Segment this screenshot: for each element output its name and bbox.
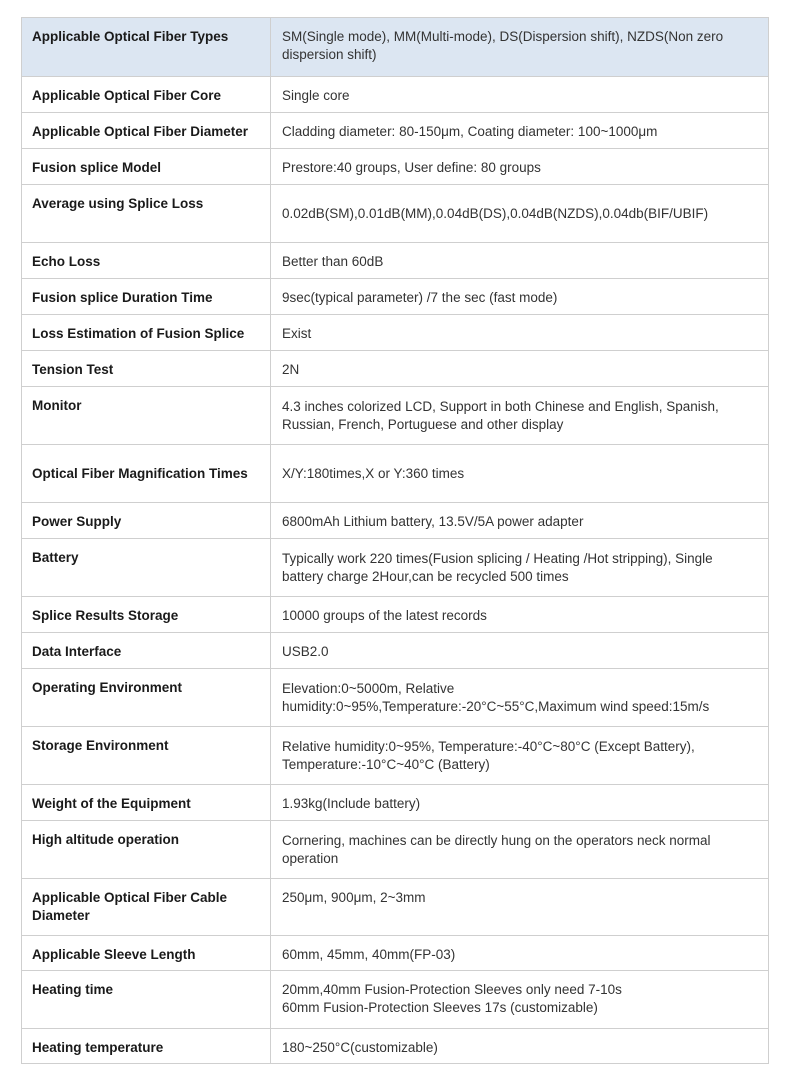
spec-row-fiber-core: [22, 77, 769, 113]
spec-row-duration-time: [22, 279, 769, 315]
spec-value: USB2.0: [271, 633, 769, 669]
spec-value: 60mm, 45mm, 40mm(FP-03): [271, 936, 769, 971]
spec-label: Applicable Sleeve Length: [22, 936, 271, 971]
spec-row-fiber-types: [22, 18, 769, 77]
spec-label: Battery: [22, 539, 271, 597]
spec-table: [21, 17, 769, 1064]
spec-row-heating-temperature: [22, 1029, 769, 1064]
spec-value: X/Y:180times,X or Y:360 times: [271, 445, 769, 503]
spec-value: Relative humidity:0~95%, Temperature:-40°C~80°C (Except Battery), Temperature:-10°C~40°C (Battery): [271, 727, 769, 785]
spec-row-heating-time: [22, 971, 769, 1029]
spec-label: Weight of the Equipment: [22, 785, 271, 821]
spec-value: Typically work 220 times(Fusion splicing / Heating /Hot stripping), Single battery charge 2Hour,can be recycled 500 times: [271, 539, 769, 597]
spec-value: Single core: [271, 77, 769, 113]
spec-label: Applicable Optical Fiber Types: [22, 18, 271, 77]
spec-label: Loss Estimation of Fusion Splice: [22, 315, 271, 351]
spec-label: Applicable Optical Fiber Diameter: [22, 113, 271, 149]
spec-value: 9sec(typical parameter) /7 the sec (fast mode): [271, 279, 769, 315]
spec-label: Optical Fiber Magnification Times: [22, 445, 271, 503]
spec-label: High altitude operation: [22, 821, 271, 879]
spec-value: Cornering, machines can be directly hung on the operators neck normal operation: [271, 821, 769, 879]
spec-label: Heating temperature: [22, 1029, 271, 1064]
spec-row-splice-model: [22, 149, 769, 185]
spec-value: 10000 groups of the latest records: [271, 597, 769, 633]
spec-value: Elevation:0~5000m, Relative humidity:0~95%,Temperature:-20°C~55°C,Maximum wind speed:15m/s: [271, 669, 769, 727]
spec-value: 2N: [271, 351, 769, 387]
spec-row-echo-loss: [22, 243, 769, 279]
spec-row-operating-environment: [22, 669, 769, 727]
spec-label: Tension Test: [22, 351, 271, 387]
spec-value: 250μm, 900μm, 2~3mm: [271, 879, 769, 936]
spec-row-tension-test: [22, 351, 769, 387]
spec-row-battery: [22, 539, 769, 597]
spec-row-power-supply: [22, 503, 769, 539]
spec-label: Splice Results Storage: [22, 597, 271, 633]
spec-value: Cladding diameter: 80-150μm, Coating diameter: 100~1000μm: [271, 113, 769, 149]
spec-label: Monitor: [22, 387, 271, 445]
spec-row-high-altitude: [22, 821, 769, 879]
spec-row-weight: [22, 785, 769, 821]
spec-label: Power Supply: [22, 503, 271, 539]
spec-row-results-storage: [22, 597, 769, 633]
spec-label: Heating time: [22, 971, 271, 1029]
spec-row-storage-environment: [22, 727, 769, 785]
spec-value: 6800mAh Lithium battery, 13.5V/5A power adapter: [271, 503, 769, 539]
spec-value: 180~250°C(customizable): [271, 1029, 769, 1064]
spec-value: 0.02dB(SM),0.01dB(MM),0.04dB(DS),0.04dB(NZDS),0.04db(BIF/UBIF): [271, 185, 769, 243]
spec-label: Average using Splice Loss: [22, 185, 271, 243]
spec-label: Storage Environment: [22, 727, 271, 785]
spec-label: Fusion splice Duration Time: [22, 279, 271, 315]
spec-row-data-interface: [22, 633, 769, 669]
spec-value: Prestore:40 groups, User define: 80 groups: [271, 149, 769, 185]
spec-row-magnification: [22, 445, 769, 503]
spec-value: 4.3 inches colorized LCD, Support in both Chinese and English, Spanish, Russian, French, Portuguese and other display: [271, 387, 769, 445]
spec-row-fiber-diameter: [22, 113, 769, 149]
spec-label: Applicable Optical Fiber Core: [22, 77, 271, 113]
spec-row-cable-diameter: [22, 879, 769, 936]
spec-row-monitor: [22, 387, 769, 445]
spec-label: Operating Environment: [22, 669, 271, 727]
spec-row-loss-estimation: [22, 315, 769, 351]
spec-row-splice-loss: [22, 185, 769, 243]
spec-value: Better than 60dB: [271, 243, 769, 279]
spec-value: SM(Single mode), MM(Multi-mode), DS(Dispersion shift), NZDS(Non zero dispersion shift): [271, 18, 769, 77]
spec-label: Echo Loss: [22, 243, 271, 279]
spec-row-sleeve-length: [22, 936, 769, 971]
spec-value: 1.93kg(Include battery): [271, 785, 769, 821]
spec-value: Exist: [271, 315, 769, 351]
spec-value: 20mm,40mm Fusion-Protection Sleeves only need 7-10s 60mm Fusion-Protection Sleeves 17s (customizable): [271, 971, 769, 1029]
spec-label: Applicable Optical Fiber Cable Diameter: [22, 879, 271, 936]
spec-label: Data Interface: [22, 633, 271, 669]
spec-label: Fusion splice Model: [22, 149, 271, 185]
